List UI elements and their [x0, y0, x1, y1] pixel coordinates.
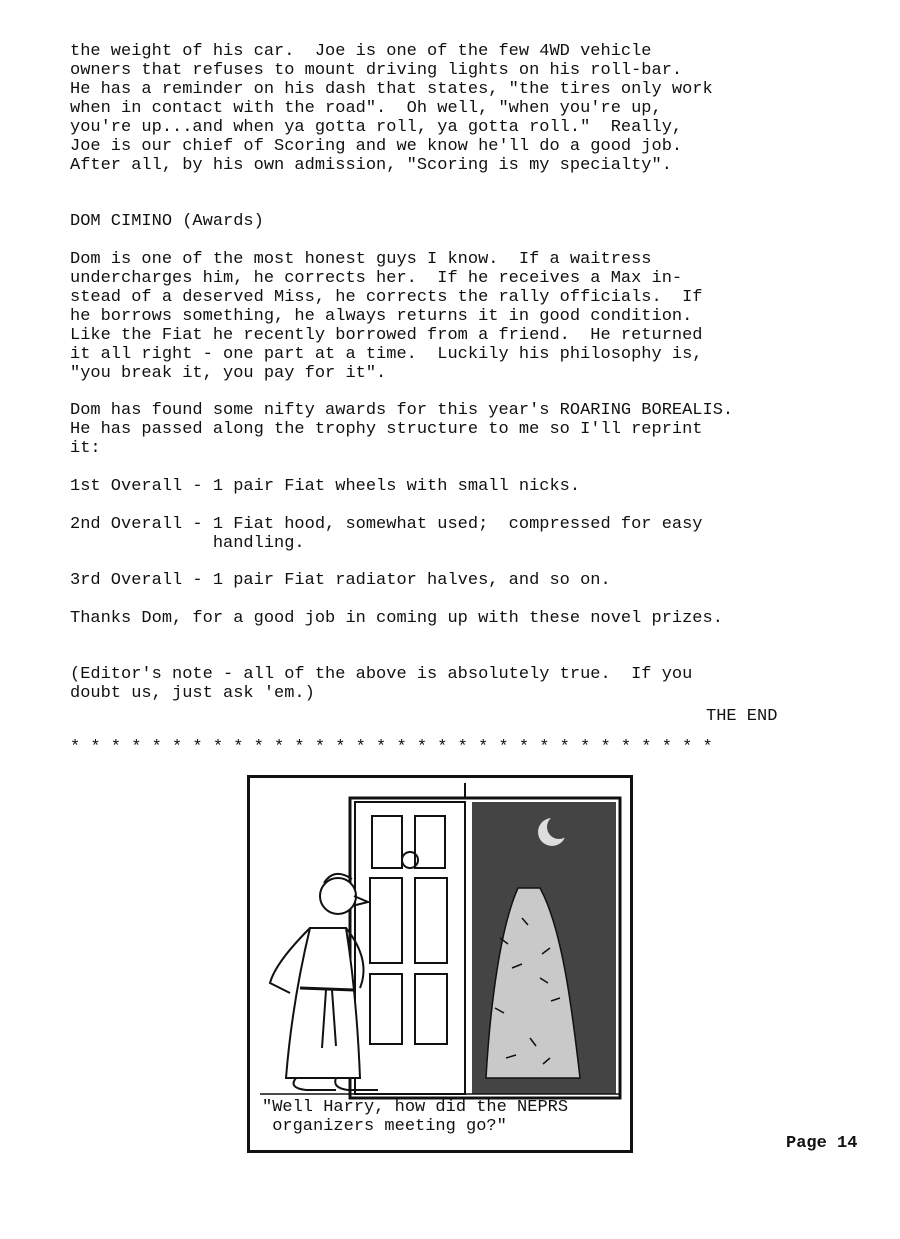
asterisk-separator: * * * * * * * * * * * * * * * * * * * * * * * * * * * * * * * *	[70, 738, 713, 757]
text-line: (Editor's note - all of the above is absolutely true. If you	[70, 665, 693, 684]
text-line: stead of a deserved Miss, he corrects the rally officials. If	[70, 288, 703, 307]
text-line: when in contact with the road". Oh well, "when you're up,	[70, 99, 662, 118]
cartoon-caption	[262, 1098, 622, 1136]
cartoon-illustration	[250, 778, 630, 1150]
text-line: He has a reminder on his dash that states, "the tires only work	[70, 80, 713, 99]
text-line: He has passed along the trophy structure to me so I'll reprint	[70, 420, 703, 439]
text-line: Dom has found some nifty awards for this year's ROARING BOREALIS.	[70, 401, 734, 420]
text-line: Dom is one of the most honest guys I know. If a waitress	[70, 250, 652, 269]
the-end-label: THE END	[706, 707, 778, 726]
paragraph-joe	[70, 42, 830, 175]
text-line: owners that refuses to mount driving lights on his roll-bar.	[70, 61, 683, 80]
text-line: "you break it, you pay for it".	[70, 364, 387, 383]
caption-line: organizers meeting go?"	[262, 1117, 507, 1136]
text-line: he borrows something, he always returns it in good condition.	[70, 307, 693, 326]
text-line: it all right - one part at a time. Luckily his philosophy is,	[70, 345, 703, 364]
text-line: After all, by his own admission, "Scoring is my specialty".	[70, 156, 672, 175]
text-line: you're up...and when ya gotta roll, ya gotta roll." Really,	[70, 118, 683, 137]
paragraph-dom	[70, 250, 830, 383]
text-line: doubt us, just ask 'em.)	[70, 684, 315, 703]
caption-line: "Well Harry, how did the NEPRS	[262, 1098, 569, 1117]
award-third-overall: 3rd Overall - 1 pair Fiat radiator halves, and so on.	[70, 571, 611, 590]
text-line: the weight of his car. Joe is one of the few 4WD vehicle	[70, 42, 652, 61]
text-line: Joe is our chief of Scoring and we know he'll do a good job.	[70, 137, 683, 156]
award-second-overall-line1: 2nd Overall - 1 Fiat hood, somewhat used; compressed for easy	[70, 515, 703, 534]
page-number: Page 14	[786, 1134, 858, 1153]
paragraph-editor-note	[70, 665, 830, 703]
text-line: it:	[70, 439, 101, 458]
paragraph-thanks: Thanks Dom, for a good job in coming up with these novel prizes.	[70, 609, 723, 628]
award-second-overall-line2: handling.	[70, 534, 305, 553]
section-heading-dom-cimino: DOM CIMINO (Awards)	[70, 212, 264, 231]
award-first-overall: 1st Overall - 1 pair Fiat wheels with small nicks.	[70, 477, 581, 496]
cartoon-panel	[247, 775, 633, 1153]
text-line: undercharges him, he corrects her. If he receives a Max in-	[70, 269, 683, 288]
paragraph-awards-intro	[70, 401, 830, 458]
text-line: Like the Fiat he recently borrowed from a friend. He returned	[70, 326, 703, 345]
